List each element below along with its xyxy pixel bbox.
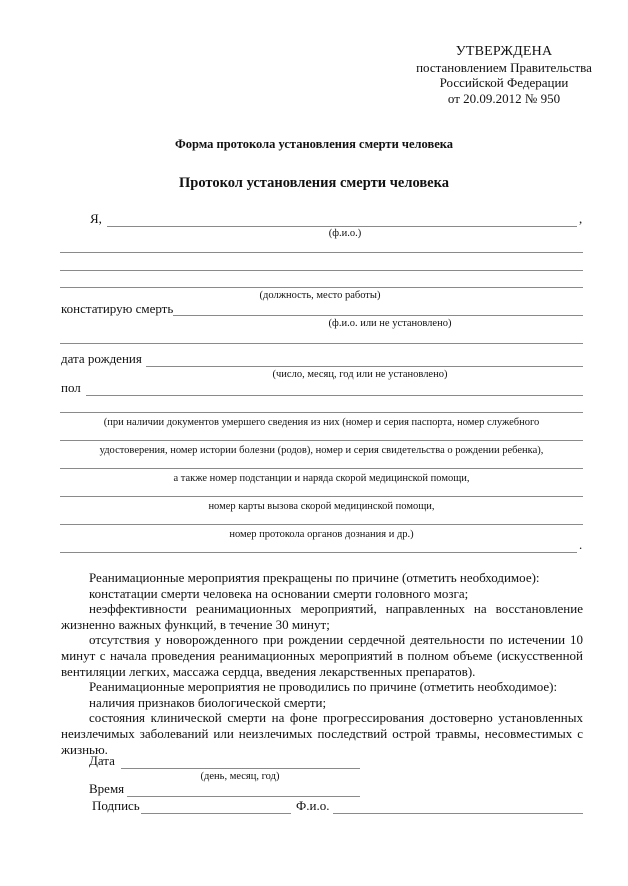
birth-date-label: дата рождения — [61, 351, 142, 366]
signer-fio-field-line[interactable] — [333, 813, 583, 814]
date-field-line[interactable] — [121, 768, 360, 769]
documents-caption-1: (при наличии документов умершего сведения из них (номер и серия паспорта, номер служебного — [103, 417, 540, 428]
documents-field-line-4[interactable] — [60, 496, 583, 497]
approval-line-3: от 20.09.2012 № 950 — [447, 90, 561, 106]
fio-field-line[interactable] — [107, 226, 577, 227]
date-label: Дата — [89, 753, 115, 768]
deceased-name-field-line[interactable] — [173, 315, 583, 316]
signature-label: Подпись — [92, 798, 140, 813]
deceased-name-caption: (ф.и.о. или не установлено) — [328, 318, 452, 329]
documents-caption-3: а также номер подстанции и наряда скорой медицинской помощи, — [173, 473, 470, 484]
deceased-name-field-line-2[interactable] — [60, 343, 583, 344]
position-field-line-1[interactable] — [60, 252, 583, 253]
documents-caption-4: номер карты вызова скорой медицинской помощи, — [208, 501, 435, 512]
position-caption: (должность, место работы) — [259, 290, 381, 301]
not-performed-reason-heading: Реанимационные мероприятия не проводились по причине (отметить необходимое): — [89, 679, 558, 695]
option-newborn-10min: отсутствия у новорожденного при рождении сердечной деятельности по истечении 10 минут с начала проведения реанимационных мероприятий в полном объеме (искусственной вентиляции легких, массажа сердца, введения лекарственных препаратов). — [61, 632, 583, 679]
resuscitation-section — [61, 570, 583, 757]
signature-field-line[interactable] — [141, 813, 291, 814]
documents-field-line-3[interactable] — [60, 468, 583, 469]
documents-field-line-5[interactable] — [60, 524, 583, 525]
option-biological-death: наличия признаков биологической смерти; — [89, 694, 327, 710]
stopped-reason-heading: Реанимационные мероприятия прекращены по причине (отметить необходимое): — [89, 570, 540, 585]
signer-fio-label: Ф.и.о. — [296, 798, 330, 813]
sex-label: пол — [61, 380, 81, 395]
documents-field-line-1[interactable] — [60, 412, 583, 413]
position-field-line-3[interactable] — [60, 287, 583, 288]
option-brain-death: констатации смерти человека на основании смерти головного мозга; — [89, 585, 469, 601]
time-label: Время — [89, 781, 125, 796]
option-incurable-disease: состояния клинической смерти на фоне прогрессирования достоверно установленных неизлечимых заболеваний или неизлечимых последствий острой травмы, несовместимых с жизнью. — [61, 710, 583, 757]
documents-field-line-6[interactable] — [60, 552, 577, 553]
fio-caption: (ф.и.о.) — [328, 228, 362, 239]
date-caption: (день, месяц, год) — [200, 771, 280, 782]
documents-field-line-2[interactable] — [60, 440, 583, 441]
documents-caption-2: удостоверения, номер истории болезни (родов), номер и серия свидетельства о рождении ребенка), — [99, 445, 544, 456]
protocol-title: Протокол установления смерти человека — [179, 175, 449, 191]
approval-heading: УТВЕРЖДЕНА — [455, 44, 553, 59]
documents-period: . — [579, 537, 583, 552]
position-field-line-2[interactable] — [60, 270, 583, 271]
birth-date-field-line[interactable] — [146, 366, 583, 367]
birth-date-caption: (число, месяц, год или не установлено) — [272, 369, 448, 380]
time-field-line[interactable] — [127, 796, 360, 797]
form-title: Форма протокола установления смерти человека — [174, 137, 454, 151]
ya-comma: , — [579, 211, 583, 226]
sex-field-line[interactable] — [86, 395, 583, 396]
approval-line-2: Российской Федерации — [439, 75, 569, 90]
approval-line-1: постановлением Правительства — [416, 59, 592, 75]
death-label: констатирую смерть — [61, 301, 174, 316]
approval-stamp — [380, 44, 628, 106]
ya-label: Я, — [90, 211, 102, 226]
option-ineffective-30min: неэффективности реанимационных мероприятий, направленных на восстановление жизненно важных функций, в течение 30 минут; — [61, 601, 583, 632]
documents-caption-5: номер протокола органов дознания и др.) — [229, 529, 414, 540]
